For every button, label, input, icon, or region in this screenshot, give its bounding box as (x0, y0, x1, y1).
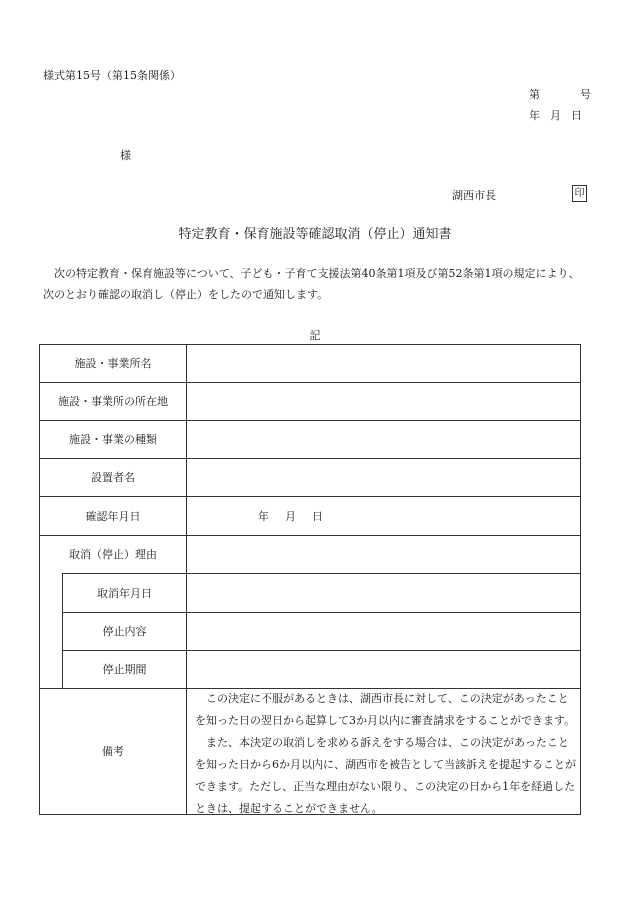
document-title: 特定教育・保育施設等確認取消（停止）通知書 (178, 227, 452, 242)
recipient-honorific: 様 (120, 149, 131, 162)
facility-name-label: 施設・事業所名 (74, 357, 152, 370)
confirm-date-value (258, 497, 348, 535)
seal-mark: 印 (572, 185, 587, 202)
remarks-paragraph: この決定に不服があるときは、湖西市長に対して、この決定があったことを知った日の翌日から起算して3か月以内に審査請求をすることができます。 (195, 692, 576, 727)
remarks-label: 備考 (102, 745, 124, 758)
facility-type-label: 施設・事業の種類 (69, 433, 157, 446)
date-month: 月 (550, 109, 561, 122)
document-number-line (529, 87, 591, 102)
ki-heading: 記 (309, 329, 321, 342)
cancel-date-label: 取消年月日 (97, 586, 152, 600)
date-day: 日 (571, 109, 582, 122)
remarks-paragraph: また、本決定の取消しを求める訴えをする場合は、この決定があったことを知った日から6か月以内に、湖西市を被告として当該訴えを提起することができます。ただし、正当な理由がない限り、この決定の日から1年を経過したときは、提起することができません。 (195, 736, 576, 815)
confirm-month: 月 (285, 510, 296, 523)
facility-address-label: 施設・事業所の所在地 (58, 395, 168, 408)
column-divider (186, 344, 187, 815)
date-year: 年 (529, 109, 540, 122)
remarks-text (195, 688, 577, 820)
number-prefix: 第 (529, 88, 540, 101)
confirm-day: 日 (312, 510, 323, 523)
form-reference: 様式第15号（第15条関係） (43, 69, 181, 82)
confirm-date-label: 確認年月日 (85, 509, 141, 523)
reason-label: 取消（停止）理由 (69, 548, 157, 561)
suspend-content-label: 停止内容 (102, 625, 147, 638)
number-suffix: 号 (580, 88, 591, 101)
body-text: 次の特定教育・保育施設等について、子ども・子育て支援法第40条第1項及び第52条第1項の規定により、次のとおり確認の取消し（停止）をしたので通知します。 (43, 267, 580, 301)
suspend-period-label: 停止期間 (102, 663, 147, 676)
issue-date-line (529, 108, 582, 123)
founder-name-label: 設置者名 (91, 471, 135, 484)
confirm-year: 年 (258, 510, 269, 523)
issuer-name: 湖西市長 (452, 189, 496, 202)
